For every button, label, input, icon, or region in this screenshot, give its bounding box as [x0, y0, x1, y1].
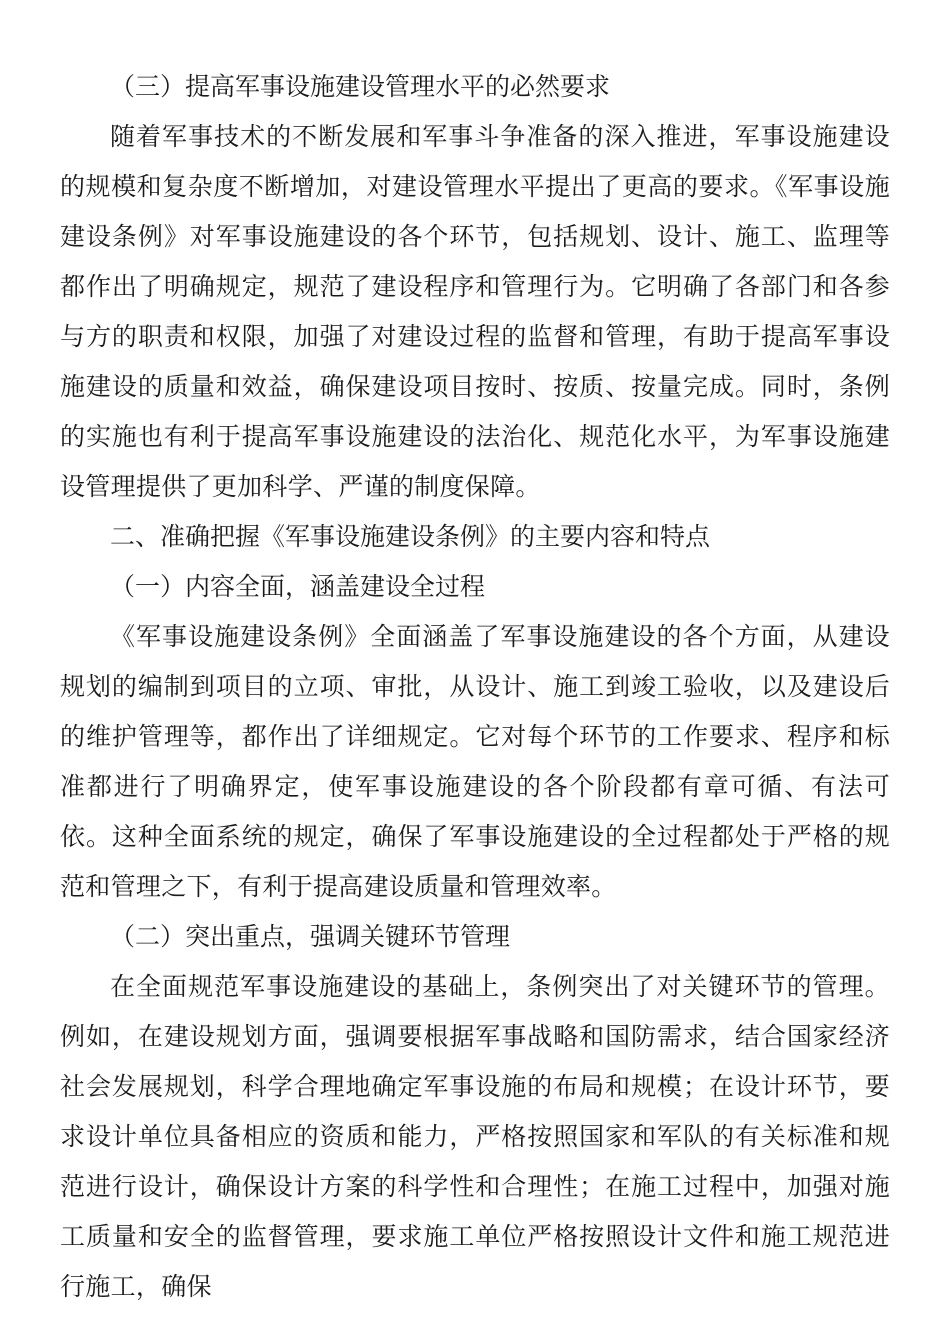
document-body: [60, 62, 890, 1312]
section-heading-1: （一）内容全面，涵盖建设全过程: [110, 572, 486, 601]
body-paragraph: 《军事设施建设条例》全面涵盖了军事设施建设的各个方面，从建设规划的编制到项目的立项、审批，从设计、施工到竣工验收，以及建设后的维护管理等，都作出了详细规定。它对每个环节的工作要求、程序和标准都进行了明确界定，使军事设施建设的各个阶段都有章可循、有法可依。这种全面系统的规定，确保了军事设施建设的全过程都处于严格的规范和管理之下，有利于提高建设质量和管理效率。: [60, 622, 890, 901]
body-paragraph: 在全面规范军事设施建设的基础上，条例突出了对关键环节的管理。例如，在建设规划方面，强调要根据军事战略和国防需求，结合国家经济社会发展规划，科学合理地确定军事设施的布局和规模；在设计环节，要求设计单位具备相应的资质和能力，严格按照国家和军队的有关标准和规范进行设计，确保设计方案的科学性和合理性；在施工过程中，加强对施工质量和安全的监督管理，要求施工单位严格按照设计文件和施工规范进行施工，确保: [60, 972, 890, 1301]
section-heading-3: （三）提高军事设施建设管理水平的必然要求: [110, 72, 611, 101]
body-paragraph: 随着军事技术的不断发展和军事斗争准备的深入推进，军事设施建设的规模和复杂度不断增加，对建设管理水平提出了更高的要求。《军事设施建设条例》对军事设施建设的各个环节，包括规划、设计、施工、监理等都作出了明确规定，规范了建设程序和管理行为。它明确了各部门和各参与方的职责和权限，加强了对建设过程的监督和管理，有助于提高军事设施建设的质量和效益，确保建设项目按时、按质、按量完成。同时，条例的实施也有利于提高军事设施建设的法治化、规范化水平，为军事设施建设管理提供了更加科学、严谨的制度保障。: [60, 122, 890, 501]
chapter-heading-2: 二、准确把握《军事设施建设条例》的主要内容和特点: [110, 522, 711, 551]
section-heading-2: （二）突出重点，强调关键环节管理: [110, 922, 511, 951]
